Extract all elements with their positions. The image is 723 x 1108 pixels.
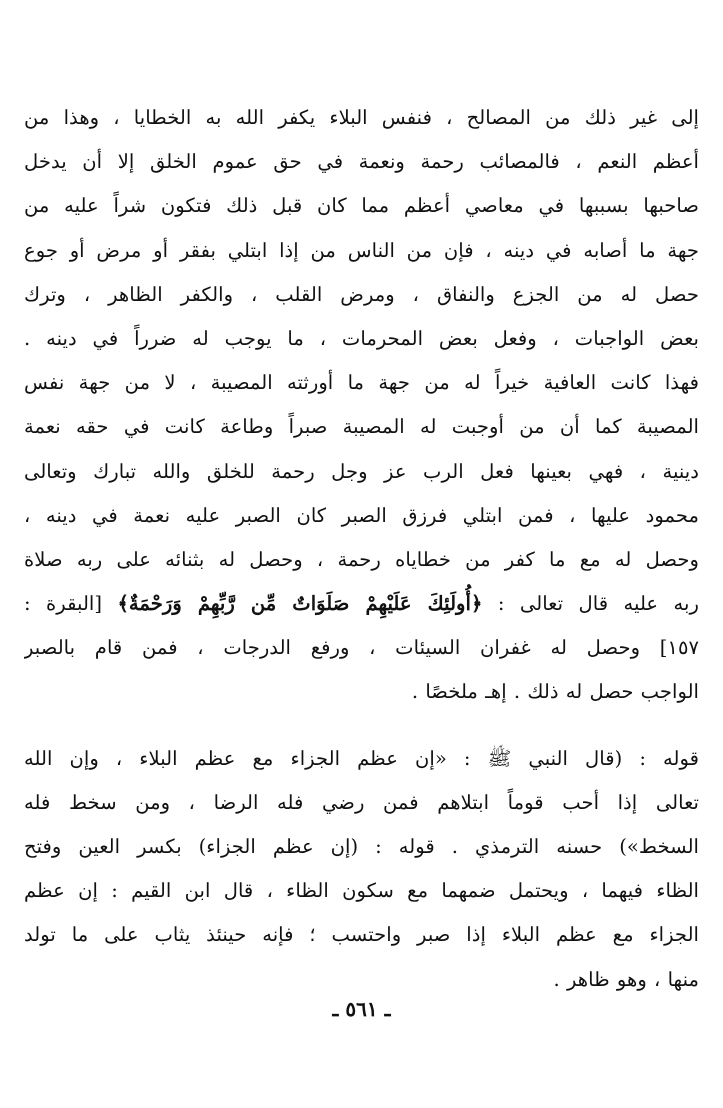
text-line: وحصل له مع ما كفر من خطاياه رحمة ، وحصل له بثنائه على ربه صلاة: [24, 547, 699, 571]
text-line: قوله : (قال النبي ﷺ : «إن عظم الجزاء مع عظم البلاء ، وإن الله: [24, 746, 699, 770]
text-line: منها ، وهو ظاهر .: [553, 967, 699, 991]
text-line: حصل له من الجزع والنفاق ، ومرض القلب ، والكفر الظاهر ، وترك: [24, 282, 699, 306]
paragraph-2: [24, 737, 699, 1002]
text-line: المصيبة كما أن من أوجبت له المصيبة صبراً وطاعة كانت في حقه نعمة: [24, 415, 699, 439]
text-line: تعالى إذا أحب قوماً ابتلاهم فمن رضي فله الرضا ، ومن سخط فله: [24, 790, 699, 814]
text-line: إلى غير ذلك من المصالح ، فنفس البلاء يكفر الله به الخطايا ، وهذا من: [24, 106, 699, 129]
quran-verse: ﴿أُولَئِكَ عَلَيْهِمْ صَلَوَاتٌ مِّن رَّبِّهِمْ وَرَحْمَةٌ﴾: [117, 592, 483, 616]
paragraph-1: [24, 96, 699, 715]
text-line: السخط») حسنه الترمذي . قوله : (إن عظم الجزاء) بكسر العين وفتح: [24, 835, 699, 858]
text-line: جهة ما أصابه في دينه ، فإن من الناس من إذا ابتلي بفقر أو مرض أو جوع: [24, 238, 699, 262]
main-text: [24, 96, 699, 1002]
text-line: صاحبها بسببها في معاصي أعظم مما كان قبل ذلك فتكون شراً عليه من: [24, 194, 699, 218]
text-line: فهذا كانت العافية خيراً له من جهة ما أورثته المصيبة ، لا من جهة نفس: [24, 371, 699, 395]
text-line: محمود عليها ، فمن ابتلي فرزق الصبر كان الصبر عليه نعمة في دينه ،: [24, 503, 699, 527]
text-line: الظاء فيهما ، ويحتمل ضمهما مع سكون الظاء ، قال ابن القيم : إن عظم: [24, 879, 699, 903]
paragraph-spacer: [24, 715, 699, 737]
quran-intro: ربه عليه قال تعالى :: [482, 592, 699, 616]
text-line: أعظم النعم ، فالمصائب رحمة ونعمة في حق عموم الخلق إلا أن يدخل: [24, 150, 699, 174]
text-line: بعض الواجبات ، وفعل بعض المحرمات ، ما يوجب له ضرراً في دينه .: [24, 326, 699, 350]
text-line: دينية ، فهي بعينها فعل الرب عز وجل رحمة للخلق والله تبارك وتعالى: [24, 459, 699, 483]
surah-reference: [البقرة :: [24, 592, 118, 616]
quran-citation-line: [24, 582, 699, 626]
page-number: ـ ٥٦١ ـ: [332, 997, 391, 1021]
text-line: الواجب حصل له ذلك . إهـ ملخصًا .: [411, 680, 699, 704]
text-line: ١٥٧] وحصل له غفران السيئات ، ورفع الدرجات ، فمن قام بالصبر: [24, 636, 699, 660]
text-line: الجزاء مع عظم البلاء إذا صبر واحتسب ؛ فإنه حينئذ يثاب على ما تولد: [24, 923, 699, 947]
